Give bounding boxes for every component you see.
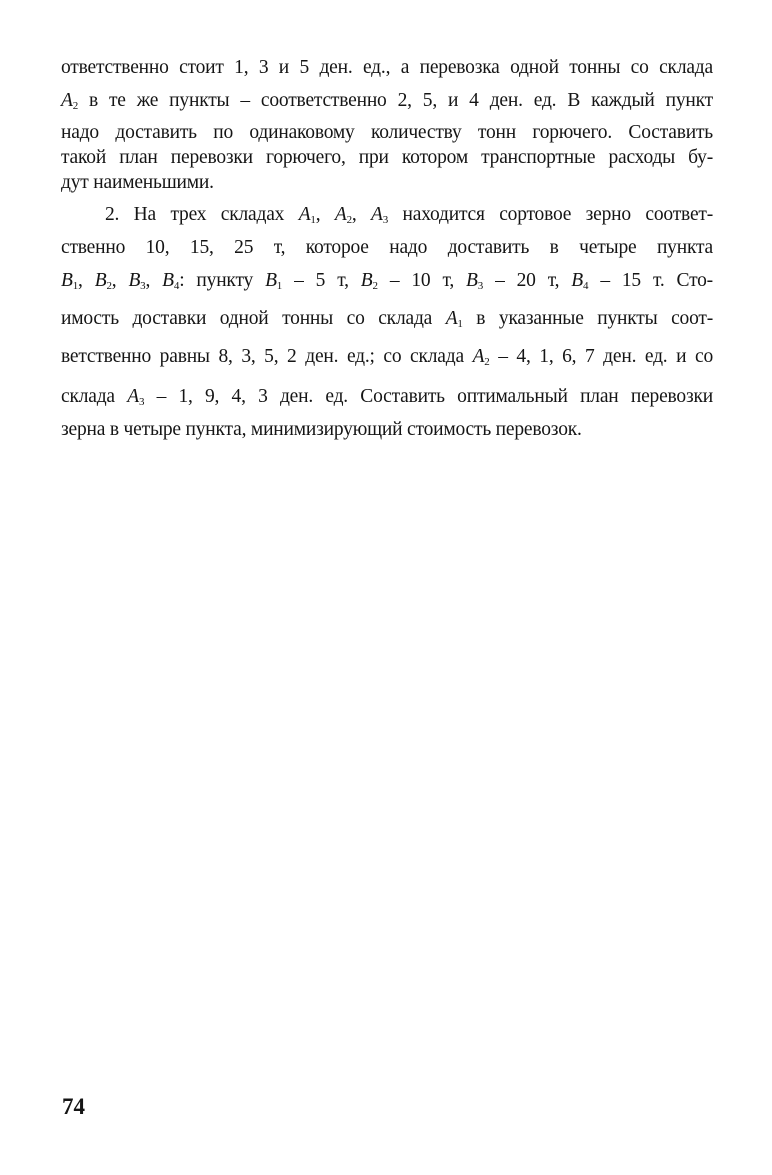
variable-a2: $A_2$ — [61, 90, 79, 112]
variable-b3: $B_3$ — [128, 270, 146, 292]
variable-b1: $B_1$ — [265, 270, 283, 292]
text-line: $A_2$ в те же пункты – соответственно 2, 5, и 4 ден. ед. В каждый пункт — [61, 90, 713, 112]
variable-a1: $A_1$ — [445, 308, 463, 330]
text-line: зерна в четыре пункта, минимизирующий стоимость перевозок. — [61, 419, 582, 440]
text-line: имость доставки одной тонны со склада $A_1$ в указанные пункты соот- — [61, 308, 713, 330]
text-line: 2. На трех складах $A_1$, $A_2$, $A_3$ находится сортовое зерно соответ- — [105, 204, 714, 226]
variable-b3: $B_3$ — [466, 270, 484, 292]
text-line: такой план перевозки горючего, при котором транспортные расходы бу- — [61, 147, 713, 168]
variable-b2: $B_2$ — [360, 270, 378, 292]
text-line: склада $A_3 - 1$, 9, 4, 3 ден. ед. Составить оптимальный план перевозки — [61, 386, 713, 408]
variable-a2: $A_2$ — [472, 346, 490, 368]
variable-b1: $B_1$ — [61, 270, 79, 292]
variable-a2: $A_2$ — [334, 204, 352, 226]
variable-a3: $A_3$ — [371, 204, 389, 226]
text-line: ветственно равны 8, 3, 5, 2 ден. ед.; со склада $A_2 - 4$, 1, 6, 7 ден. ед. и со — [61, 346, 713, 368]
text-line: дут наименьшими. — [61, 172, 214, 193]
page-number: 74 — [62, 1094, 85, 1119]
variable-b2: $B_2$ — [94, 270, 112, 292]
text-line: надо доставить по одинаковому количеству тонн горючего. Составить — [61, 122, 713, 143]
text-line: $B_1$, $B_2$, $B_3$, $B_4$: пункту $B_1 - 5$ т, $B_2 - 10$ т, $B_3 - 20$ т, $B_4 - 15$ т. Сто- — [61, 270, 713, 292]
variable-a3: $A_3$ — [127, 386, 145, 408]
variable-a1: $A_1$ — [298, 204, 316, 226]
variable-b4: $B_4$ — [162, 270, 180, 292]
variable-b4: $B_4$ — [571, 270, 589, 292]
text-line: ственно 10, 15, 25 т, которое надо доставить в четыре пункта — [61, 237, 713, 258]
text-line: ответственно стоит 1, 3 и 5 ден. ед., а перевозка одной тонны со склада — [61, 57, 713, 78]
